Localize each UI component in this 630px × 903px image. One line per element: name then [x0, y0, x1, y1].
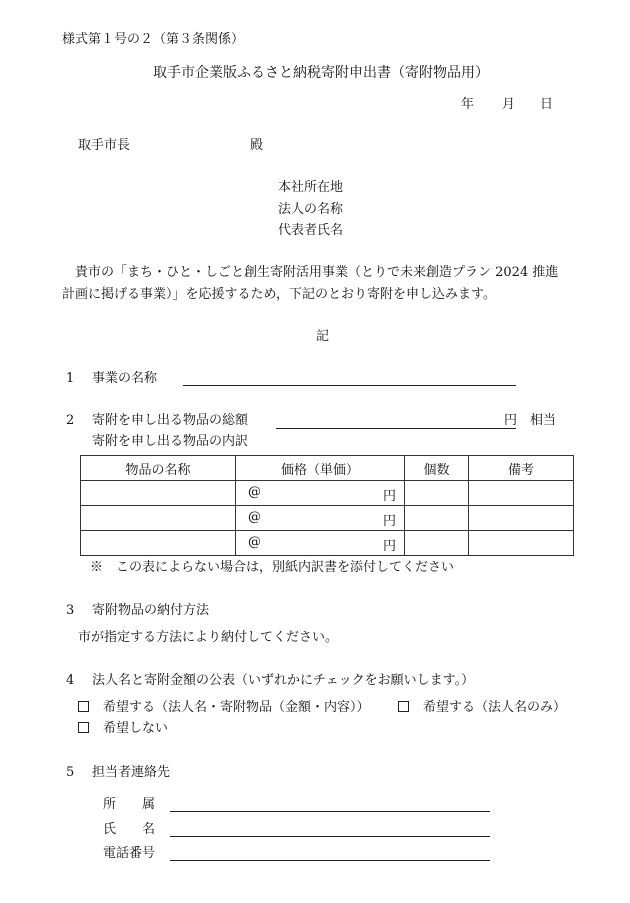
remarks-cell[interactable] [469, 506, 574, 531]
section3-number: 3 [66, 603, 75, 618]
checkbox-icon[interactable] [398, 701, 409, 712]
section1-label: 事業の名称 [92, 371, 158, 386]
addressee-name: 取手市長 [78, 138, 131, 153]
corp-name-label: 法人の名称 [278, 202, 344, 217]
section1-number: 1 [66, 371, 75, 386]
item-name-cell[interactable] [81, 531, 236, 556]
section5-number: 5 [66, 765, 75, 780]
item-name-cell[interactable] [81, 506, 236, 531]
price-cell[interactable] [236, 531, 405, 556]
ki-heading: 記 [316, 329, 330, 344]
price-yen: 円 [382, 514, 396, 529]
total-yen-label: 円 [504, 413, 518, 428]
date-month: 月 [502, 97, 516, 112]
section3-label: 寄附物品の納付方法 [92, 603, 210, 618]
intro-line-2: 計画に掲げる事業）」を応援するため，下記のとおり寄附を申し込みます。 [62, 287, 496, 302]
phone-label: 電話番号 [103, 846, 156, 861]
price-at-sign: @ [248, 535, 261, 550]
table-row [81, 531, 574, 556]
section4-label: 法人名と寄附金額の公表（いずれかにチェックをお願いします。） [92, 673, 475, 688]
total-amount-field[interactable] [276, 428, 516, 429]
remarks-cell[interactable] [469, 481, 574, 506]
contact-name-label: 氏 名 [103, 822, 156, 837]
price-at-sign: @ [248, 510, 261, 525]
date-year: 年 [461, 97, 475, 112]
price-cell[interactable] [236, 506, 405, 531]
section2-label: 寄附を申し出る物品の総額 [92, 413, 249, 428]
option-no-publish-label: 希望しない [103, 721, 169, 736]
header-quantity: 個数 [405, 456, 469, 481]
quantity-cell[interactable] [405, 506, 469, 531]
dept-label: 所 属 [103, 797, 156, 812]
items-table [80, 455, 574, 556]
header-remarks: 備考 [469, 456, 574, 481]
option-publish-name-only-label: 希望する（法人名のみ） [423, 700, 567, 715]
price-yen: 円 [382, 489, 396, 504]
phone-field[interactable] [170, 860, 490, 861]
header-price: 価格（単価） [236, 456, 405, 481]
addressee-honorific: 殿 [250, 138, 264, 153]
remarks-cell[interactable] [469, 531, 574, 556]
table-note: ※ この表によらない場合は，別紙内訳書を添付してください [90, 560, 455, 575]
price-cell[interactable] [236, 481, 405, 506]
intro-line-1: 貴市の「まち・ひと・しごと創生寄附活用事業（とりで未来創造プラン 2024 推進 [75, 265, 559, 280]
table-row [81, 481, 574, 506]
header-item-name: 物品の名称 [81, 456, 236, 481]
section5-label: 担当者連絡先 [92, 765, 171, 780]
checkbox-icon[interactable] [78, 701, 89, 712]
total-equiv-label: 相当 [530, 413, 557, 428]
table-header-row [81, 456, 574, 481]
document-title: 取手市企業版ふるさと納税寄附申出書（寄附物品用） [153, 65, 489, 81]
dept-field[interactable] [170, 811, 490, 812]
contact-name-field[interactable] [170, 836, 490, 837]
price-at-sign: @ [248, 485, 261, 500]
price-yen: 円 [382, 539, 396, 554]
address-label: 本社所在地 [278, 180, 344, 195]
section4-number: 4 [66, 673, 75, 688]
option-publish-full[interactable] [78, 700, 370, 716]
option-publish-full-label: 希望する（法人名・寄附物品（金額・内容）） [103, 700, 370, 715]
project-name-field[interactable] [183, 385, 516, 386]
breakdown-label: 寄附を申し出る物品の内訳 [92, 434, 249, 449]
date-day: 日 [540, 97, 554, 112]
option-no-publish[interactable] [78, 721, 168, 737]
table-row [81, 506, 574, 531]
item-name-cell[interactable] [81, 481, 236, 506]
form-number: 様式第１号の２（第３条関係） [62, 32, 245, 47]
checkbox-icon[interactable] [78, 722, 89, 733]
quantity-cell[interactable] [405, 531, 469, 556]
section3-text: 市が指定する方法により納付してください。 [78, 630, 339, 645]
quantity-cell[interactable] [405, 481, 469, 506]
section2-number: 2 [66, 413, 75, 428]
option-publish-name-only[interactable] [398, 700, 566, 716]
representative-label: 代表者氏名 [278, 223, 344, 238]
